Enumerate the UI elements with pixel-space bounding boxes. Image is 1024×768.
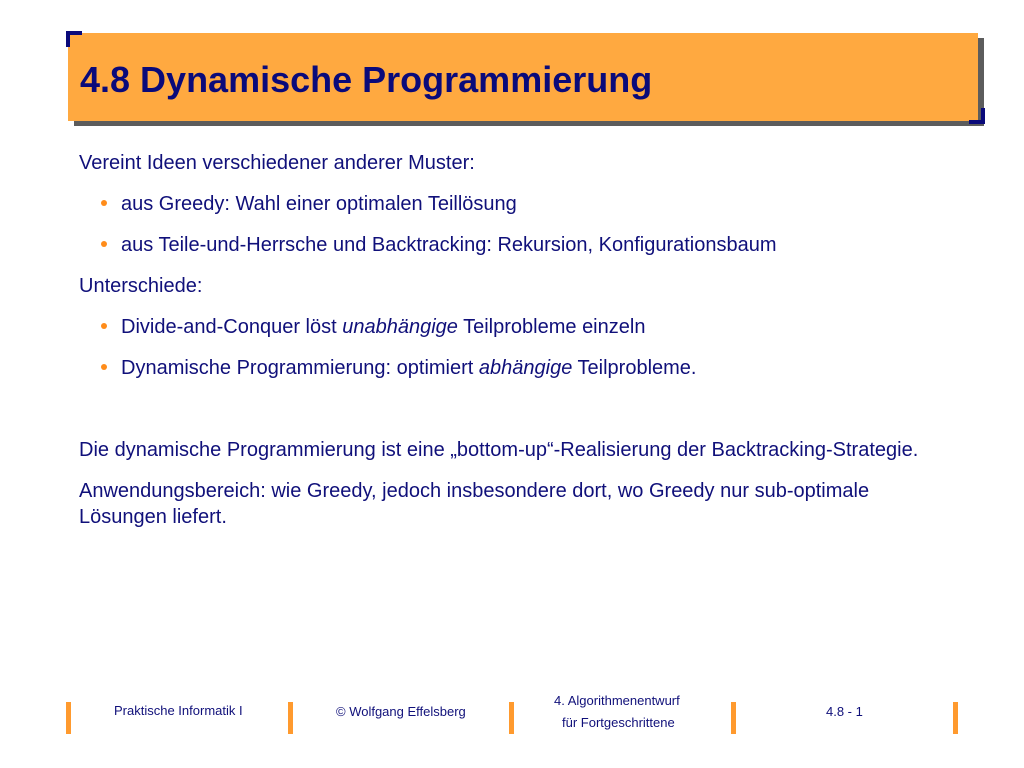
- bullet-text-emphasis: abhängige: [478, 357, 573, 379]
- footer-course: Praktische Informatik I: [114, 703, 243, 718]
- bullet-icon: [101, 241, 107, 247]
- footer-divider: [509, 702, 514, 734]
- paragraph-application: Anwendungsbereich: wie Greedy, jedoch insbesondere dort, wo Greedy nur sub-optimale Lösungen liefert.: [79, 480, 870, 528]
- list-item: [79, 191, 959, 217]
- footer-page-number: 4.8 - 1: [826, 704, 863, 719]
- paragraph-bottom-up: Die dynamische Programmierung ist eine „bottom-up“-Realisierung der Backtracking-Strategie.: [79, 439, 919, 461]
- footer-divider: [731, 702, 736, 734]
- bullet-icon: [101, 200, 107, 206]
- bullet-text: aus Greedy: Wahl einer optimalen Teillösung: [121, 193, 517, 215]
- bullet-text-pre: Divide-and-Conquer löst: [121, 316, 343, 338]
- slide-content: [79, 150, 959, 530]
- footer-divider: [953, 702, 958, 734]
- bullet-text: aus Teile-und-Herrsche und Backtracking: Rekursion, Konfigurationsbaum: [121, 234, 777, 256]
- list-item: [79, 314, 959, 340]
- differences-heading: Unterschiede:: [79, 275, 203, 297]
- footer-divider: [66, 702, 71, 734]
- bullet-text-emphasis: unabhängige: [342, 316, 458, 338]
- footer-author: © Wolfgang Effelsberg: [336, 704, 466, 719]
- footer-chapter-line2: für Fortgeschrittene: [562, 715, 675, 730]
- list-item: [79, 232, 959, 258]
- bullet-text-post: Teilprobleme einzeln: [457, 316, 646, 338]
- intro-text: Vereint Ideen verschiedener anderer Muster:: [79, 152, 475, 174]
- slide-title: 4.8 Dynamische Programmierung: [80, 59, 653, 100]
- bullet-icon: [101, 323, 107, 329]
- footer-chapter-line1: 4. Algorithmenentwurf: [554, 693, 680, 708]
- bullet-icon: [101, 364, 107, 370]
- title-corner-top-left: [66, 31, 82, 47]
- bullet-text-post: Teilprobleme.: [572, 357, 697, 379]
- bullet-text-pre: Dynamische Programmierung: optimiert: [121, 357, 479, 379]
- title-corner-bottom-right: [969, 108, 985, 124]
- list-item: [79, 355, 959, 381]
- footer-divider: [288, 702, 293, 734]
